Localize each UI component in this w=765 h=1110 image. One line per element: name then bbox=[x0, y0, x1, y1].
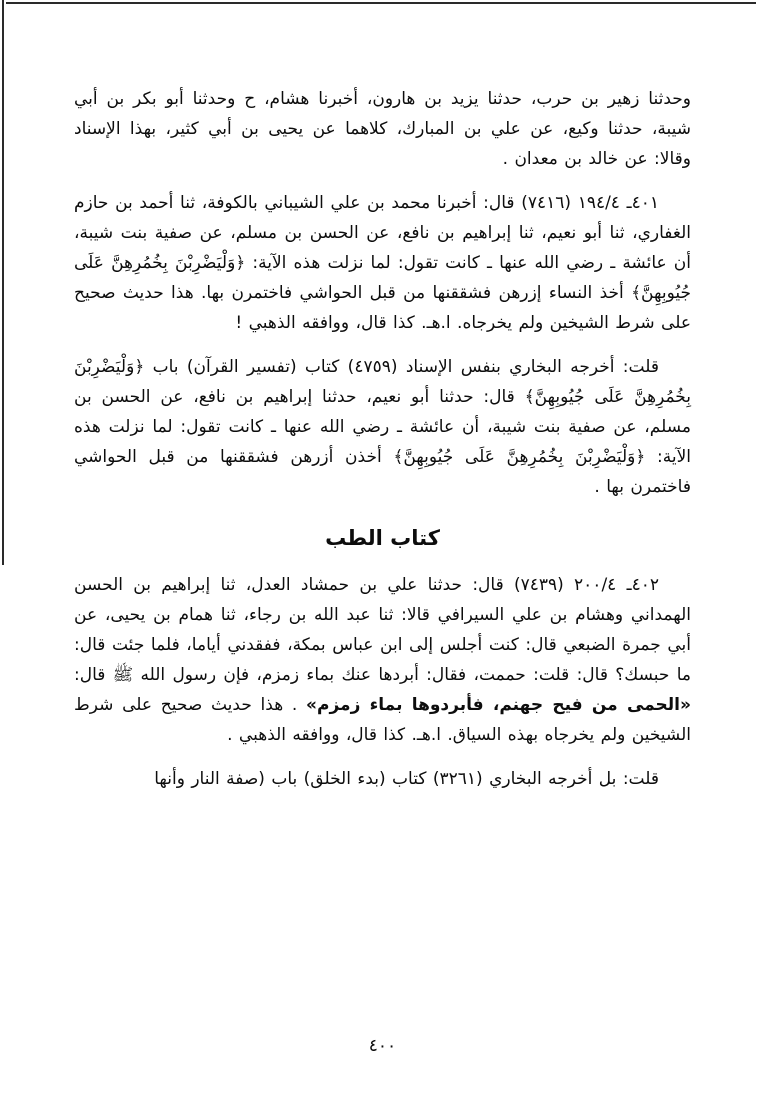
hadith-402-quoted-saying: «الحمى من فيح جهنم، فأبردوها بماء زمزم» bbox=[306, 695, 691, 715]
paragraph-hadith-401: ٤٠١ـ ١٩٤/٤ (٧٤١٦) قال: أخبرنا محمد بن علي الشيباني بالكوفة، ثنا أحمد بن حازم الغفاري، ثنا أبو نعيم، ثنا إبراهيم بن نافع، عن الحسن بن مسلم، عن صفية بنت شيبة، أن عائشة ـ رضي الله عنها ـ كانت تقول: لما نزلت هذه الآية: ﴿وَلْيَضْرِبْنَ بِخُمُرِهِنَّ عَلَى جُيُوبِهِنَّ﴾ أخذ النساء إزرهن فشققنها من قبل الحواشي فاختمرن بها. هذا حديث صحيح على شرط الشيخين ولم يخرجاه. ا.هـ. كذا قال، ووافقه الذهبي ! bbox=[74, 193, 691, 333]
scan-edge-top-line bbox=[6, 2, 756, 4]
hadith-402-grading: . هذا حديث صحيح على شرط الشيخين ولم يخرجاه بهذه السياق. ا.هـ. كذا قال، ووافقه الذهبي . bbox=[74, 695, 691, 745]
page-number: ٤٠٠ bbox=[368, 1036, 397, 1056]
chapter-heading-kitab-al-tibb: كتاب الطب bbox=[325, 526, 440, 550]
paragraph-takhrij-402: قلت: بل أخرجه البخاري (٣٢٦١) كتاب (بدء الخلق) باب (صفة النار وأنها bbox=[154, 769, 659, 789]
scan-edge-left-line bbox=[2, 0, 4, 565]
paragraph-isnad-continuation: وحدثنا زهير بن حرب، حدثنا يزيد بن هارون، أخبرنا هشام، ح وحدثنا أبو بكر بن أبي شيبة، حدثنا وكيع، عن علي بن المبارك، كلاهما عن يحيى بن أبي كثير، بهذا الإسناد وقالا: عن خالد بن معدان . bbox=[74, 89, 691, 169]
hadith-402-matn: ٤٠٢ـ ٢٠٠/٤ (٧٤٣٩) قال: حدثنا علي بن حمشاد العدل، ثنا إبراهيم بن الحسن الهمداني وهشام بن علي السيرافي قالا: ثنا عبد الله بن رجاء، ثنا همام بن يحيى، عن أبي جمرة الضبعي قال: كنت أجلس إلى ابن عباس بمكة، ففقدني أياما، فلما جئت قال: ما حبسك؟ قال: قلت: حممت، فقال: أبردها عنك بماء زمزم، فإن رسول الله ﷺ قال: bbox=[74, 575, 691, 685]
paragraph-takhrij-401: قلت: أخرجه البخاري بنفس الإسناد (٤٧٥٩) كتاب (تفسير القرآن) باب ﴿وَلْيَضْرِبْنَ بِخُمُرِهِنَّ عَلَى جُيُوبِهِنَّ﴾ قال: حدثنا أبو نعيم، حدثنا إبراهيم بن نافع، عن الحسن بن مسلم، عن صفية بنت شيبة، أن عائشة ـ رضي الله عنها ـ كانت تقول: لما نزلت هذه الآية: ﴿وَلْيَضْرِبْنَ بِخُمُرِهِنَّ عَلَى جُيُوبِهِنَّ﴾ أخذن أزرهن فشققنها من قبل الحواشي فاختمرن بها . bbox=[74, 357, 691, 497]
paragraph-hadith-402 bbox=[74, 570, 691, 750]
